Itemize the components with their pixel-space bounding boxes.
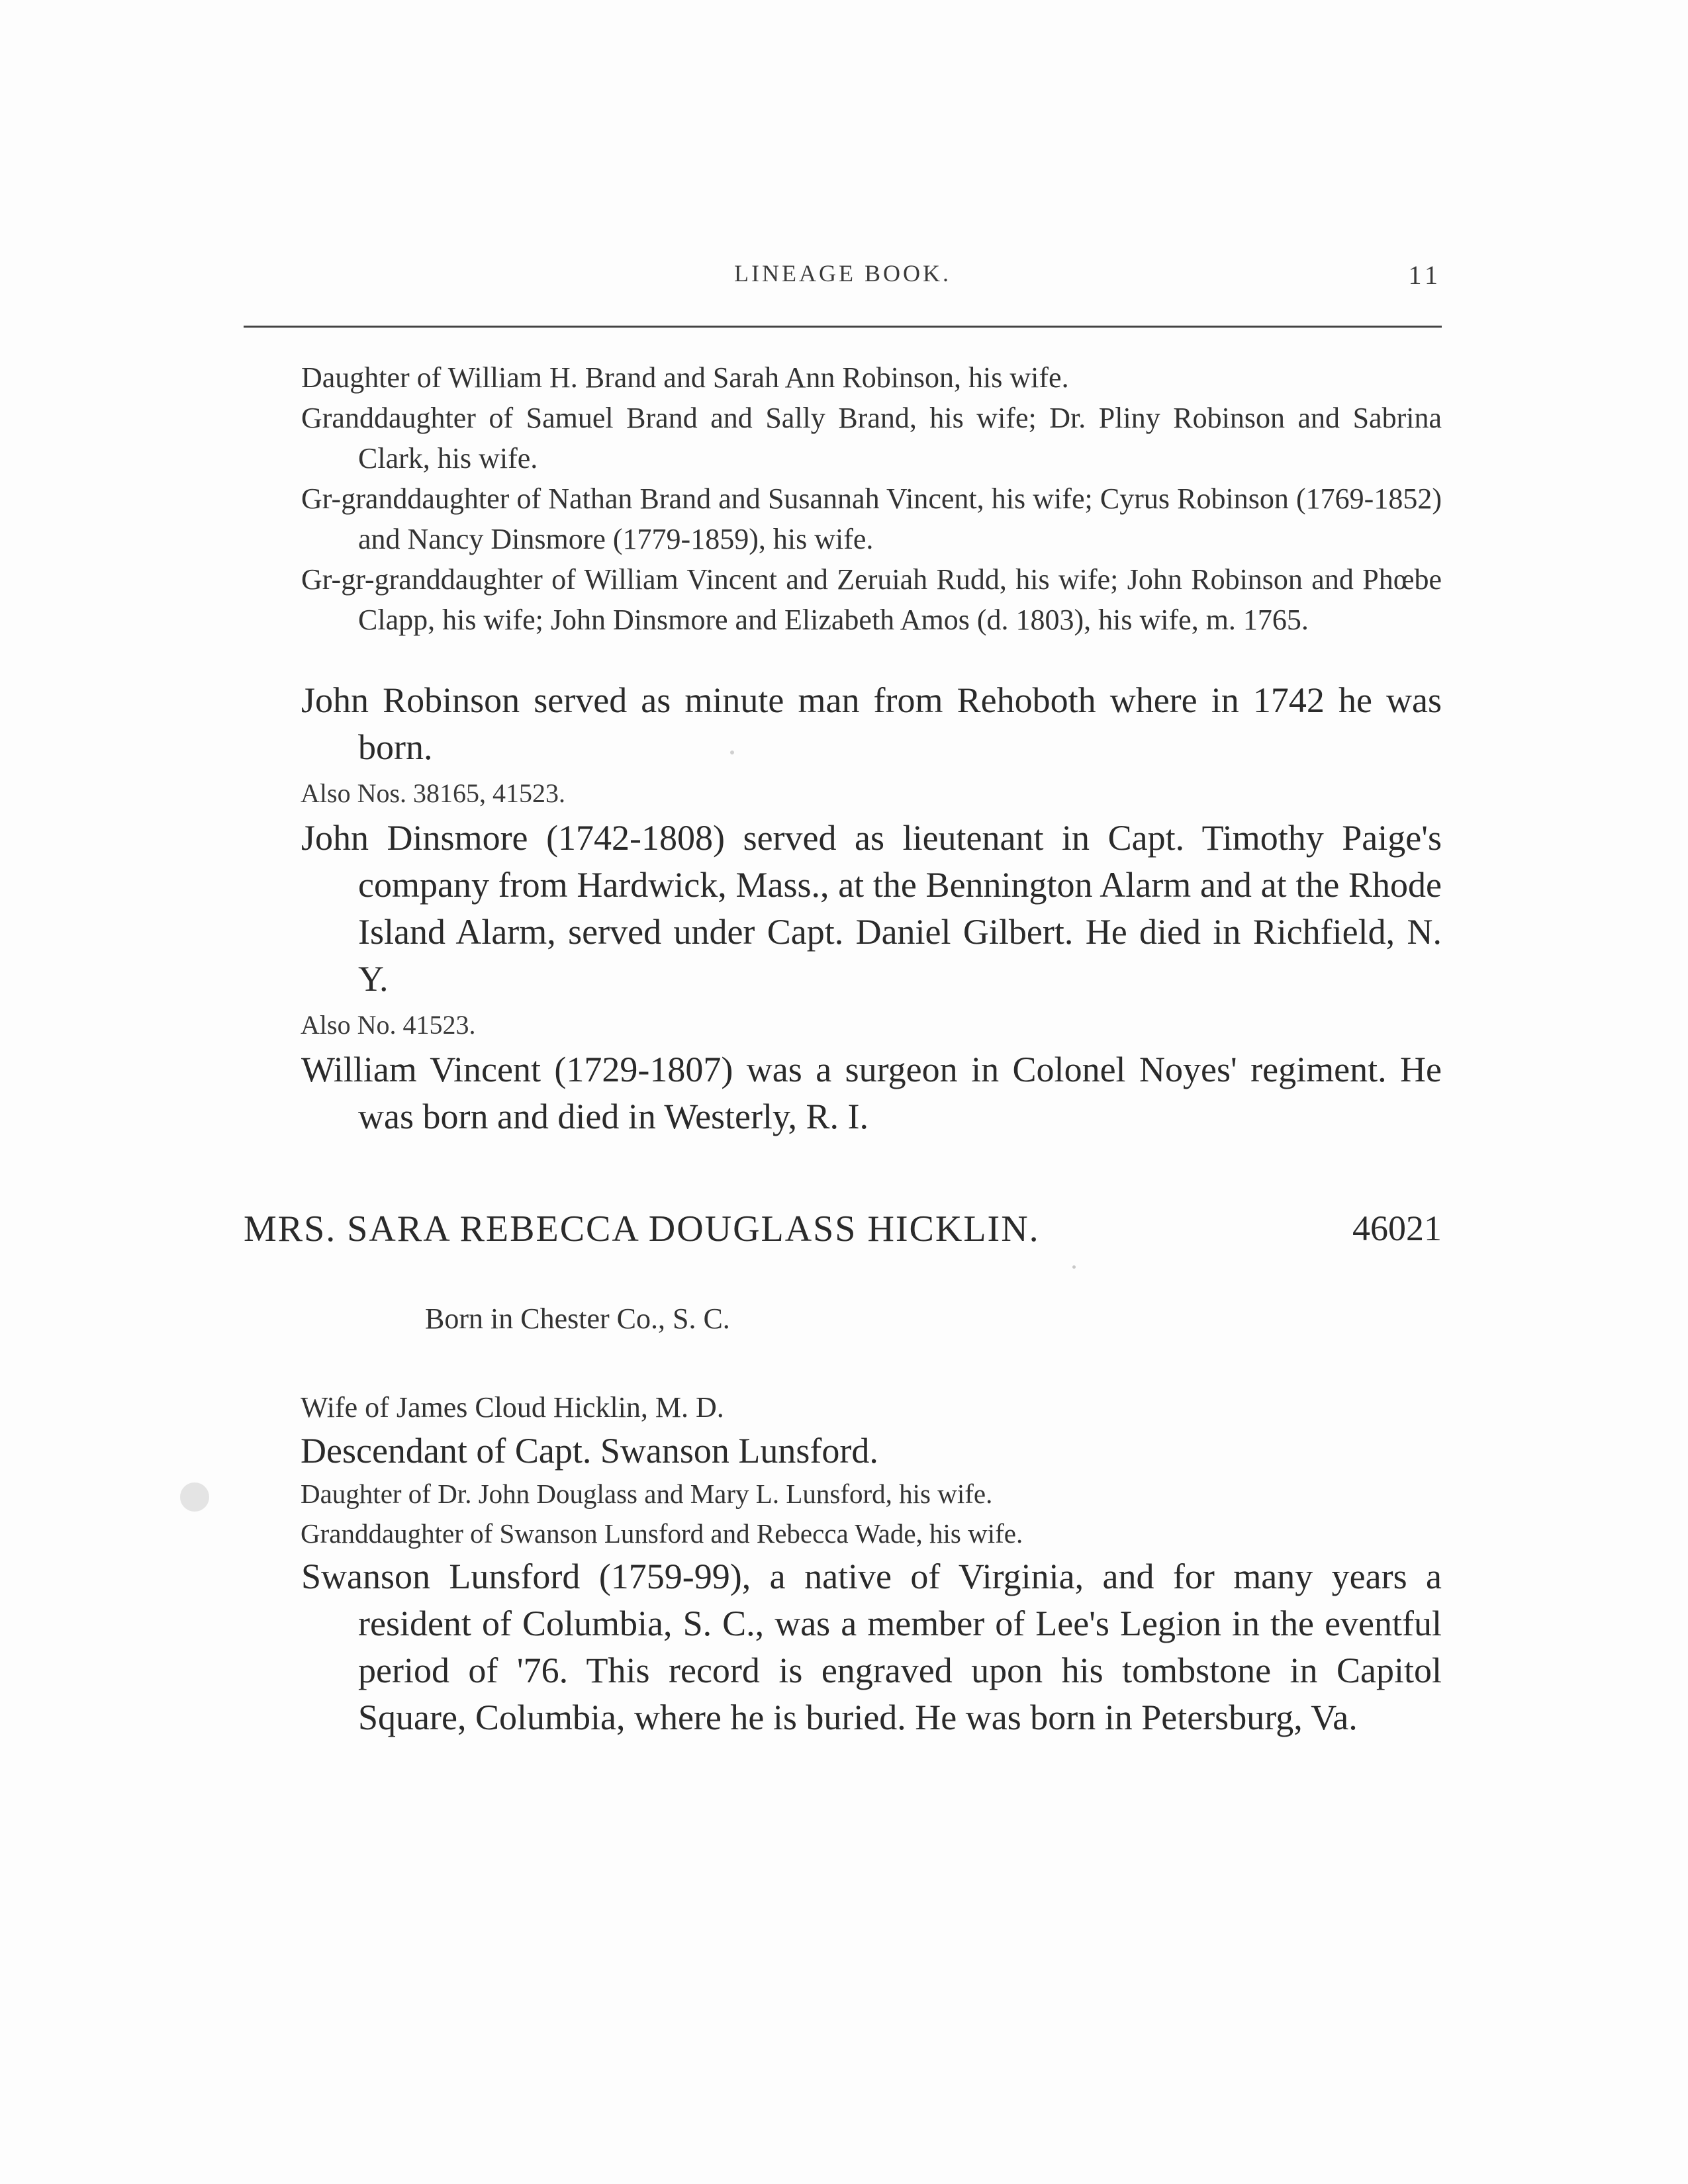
page-header [244,259,1442,299]
page-body [244,357,1442,1741]
page-number: 11 [1408,260,1442,290]
service-swanson-lunsford: Swanson Lunsford (1759-99), a native of Virginia, and for many years a resident of Columbia, S. C., was a member of Lee's Legion in the eventful period of '76. This record is engraved upon his tombstone in Capitol Square, Columbia, where he is buried. He was born in Petersburg, Va. [301,1557,1442,1737]
also-numbers: Also Nos. 38165, 41523. [301,778,566,808]
paper-speck [1072,1265,1076,1269]
wife-of: Wife of James Cloud Hicklin, M. D. [301,1391,724,1424]
birthplace: Born in Chester Co., S. C. [425,1302,730,1335]
lineage-daughter: Daughter of William H. Brand and Sarah Ann Robinson, his wife. [301,361,1069,394]
entry-heading [244,1208,1442,1261]
lineage-gr-gr-granddaughter: Gr-gr-granddaughter of William Vincent and Zeruiah Rudd, his wife; John Robinson and Phœbe Clapp, his wife; John Dinsmore and Elizabeth Amos (d. 1803), his wife, m. 1765. [301,563,1442,636]
lineage-granddaughter: Granddaughter of Swanson Lunsford and Rebecca Wade, his wife. [301,1518,1023,1549]
paper-speck [180,1482,209,1512]
lineage-gr-granddaughter: Gr-granddaughter of Nathan Brand and Susannah Vincent, his wife; Cyrus Robinson (1769-1852) and Nancy Dinsmore (1779-1859), his wife. [301,482,1442,555]
also-numbers: Also No. 41523. [301,1010,476,1040]
service-john-dinsmore: John Dinsmore (1742-1808) served as lieutenant in Capt. Timothy Paige's company from Hardwick, Mass., at the Bennington Alarm and at the Rhode Island Alarm, served under Capt. Daniel Gilbert. He died in Richfield, N. Y. [301,818,1442,999]
header-rule [244,326,1442,328]
running-title: LINEAGE BOOK. [734,260,951,287]
descendant-of: Descendant of Capt. Swanson Lunsford. [301,1431,878,1471]
service-john-robinson: John Robinson served as minute man from Rehoboth where in 1742 he was born. [301,680,1442,767]
paper-speck [730,751,734,754]
lineage-daughter: Daughter of Dr. John Douglass and Mary L. Lunsford, his wife. [301,1479,993,1509]
member-number: 46021 [1352,1208,1442,1248]
member-name: MRS. SARA REBECCA DOUGLASS HICKLIN. [244,1208,1040,1250]
lineage-granddaughter: Granddaughter of Samuel Brand and Sally Brand, his wife; Dr. Pliny Robinson and Sabrina Clark, his wife. [301,402,1442,475]
service-william-vincent: William Vincent (1729-1807) was a surgeon in Colonel Noyes' regiment. He was born and died in Westerly, R. I. [301,1050,1442,1136]
